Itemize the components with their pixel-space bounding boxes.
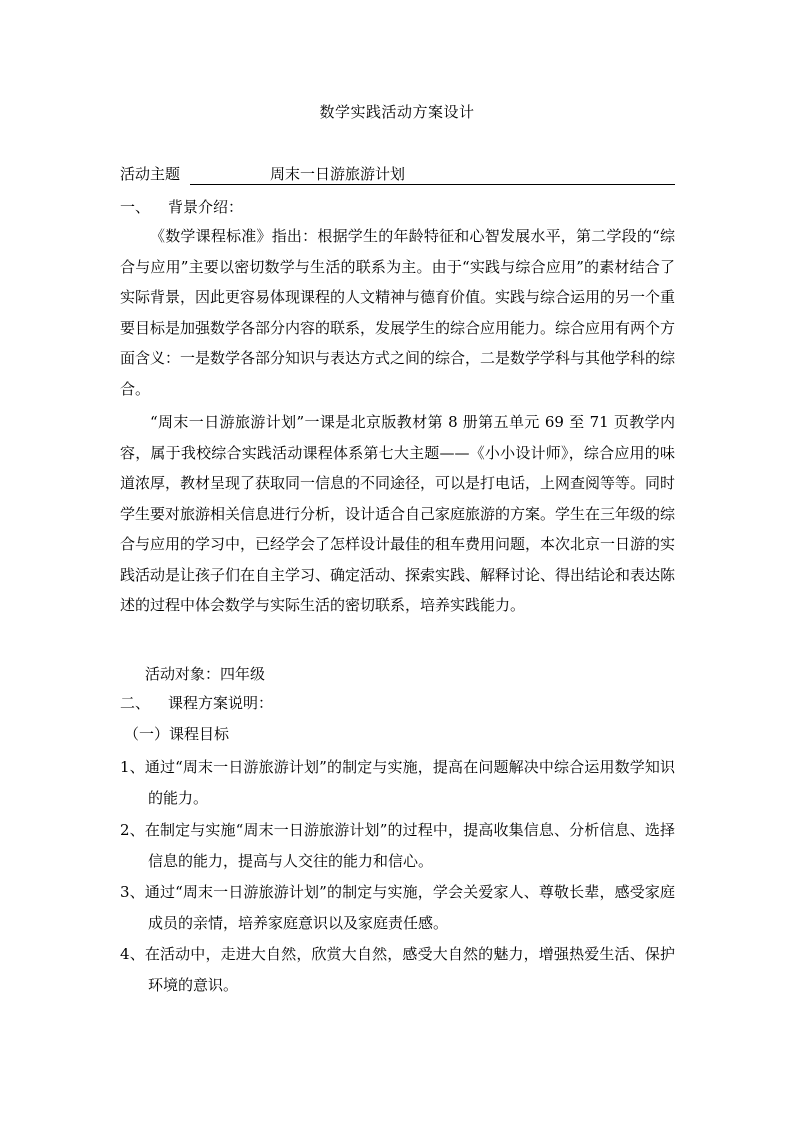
activity-target: 活动对象：四年级 [145, 665, 266, 683]
section-number: 一、 [120, 198, 151, 216]
goal-item-1: 1、通过“周末一日游旅游计划”的制定与实施，提高在问题解决中综合运用数学知识的能力。 [120, 758, 675, 807]
section-number: 二、 [120, 694, 151, 712]
activity-theme-underline [190, 163, 675, 185]
section-heading-plan [120, 692, 273, 714]
activity-theme-row [120, 163, 675, 185]
section-title: 背景介绍： [168, 198, 244, 216]
subsection-heading-goals: （一）课程目标 [124, 725, 230, 743]
activity-theme-value: 周末一日游旅游计划 [270, 165, 406, 183]
section-title: 课程方案说明： [168, 694, 274, 712]
section-heading-background [120, 196, 243, 218]
background-paragraph-2: “周末一日游旅游计划”一课是北京版教材第 8 册第五单元 69 至 71 页教学内容，属于我校综合实践活动课程体系第七大主题——《小小设计师》，综合应用的味道浓厚，教材呈现了获取同一信息的不同途径，可以是打电话，上网查阅等等。同时学生要对旅游相关信息进行分析，设计适合自己家庭旅游的方案。学生在三年级的综合与应用的学习中，已经学会了怎样设计最佳的租车费用问题，本次北京一日游的实践活动是让孩子们在自主学习、确定活动、探索实践、解释讨论、得出结论和表达陈述的过程中体会数学与实际生活的密切联系，培养实践能力。 [120, 413, 676, 614]
background-paragraph-1: 《数学课程标准》指出：根据学生的年龄特征和心智发展水平，第二学段的“综合与应用”主要以密切数学与生活的联系为主。由于“实践与综合应用”的素材结合了实际背景，因此更容易体现课程的人文精神与德育价值。实践与综合运用的另一个重要目标是加强数学各部分内容的联系，发展学生的综合应用能力。综合应用有两个方面含义：一是数学各部分知识与表达方式之间的综合，二是数学学科与其他学科的综合。 [120, 227, 676, 398]
goal-item-3: 3、通过“周末一日游旅游计划”的制定与实施，学会关爱家人、尊敬长辈，感受家庭成员的亲情，培养家庭意识以及家庭责任感。 [120, 883, 675, 932]
activity-theme-label: 活动主题 [120, 165, 181, 183]
goal-item-2: 2、在制定与实施“周末一日游旅游计划”的过程中，提高收集信息、分析信息、选择信息的能力，提高与人交往的能力和信心。 [120, 821, 675, 870]
document-title: 数学实践活动方案设计 [319, 103, 475, 121]
goal-item-4: 4、在活动中，走进大自然，欣赏大自然，感受大自然的魅力，增强热爱生活、保护环境的意识。 [120, 945, 675, 994]
